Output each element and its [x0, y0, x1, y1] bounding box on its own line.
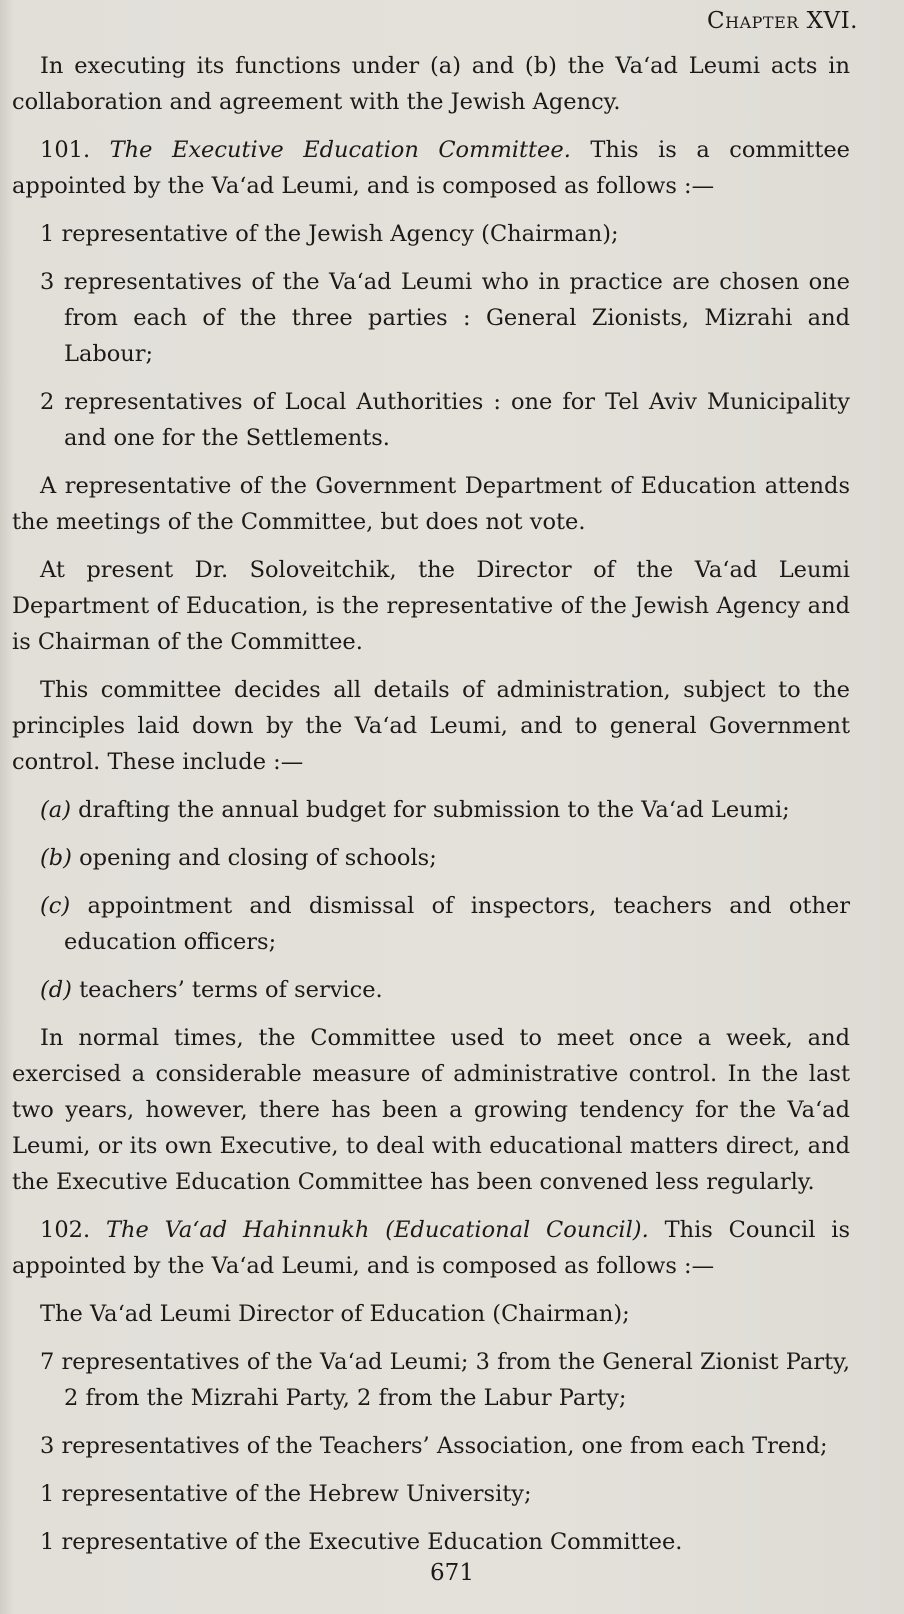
s102-member-4: 1 representative of the Hebrew University; — [40, 1481, 532, 1507]
duty-c — [40, 888, 850, 960]
duty-b — [40, 840, 850, 876]
s101-member-3: 2 representatives of Local Authorities : one for Tel Aviv Municipality and one for the Settlements. — [40, 389, 850, 451]
duty-d-label: (d) — [40, 977, 72, 1003]
page-body — [12, 48, 850, 1572]
page-number: 671 — [430, 1560, 474, 1586]
duty-c-label: (c) — [40, 893, 71, 919]
chapter-header: Chapter XVI. — [707, 8, 858, 34]
s102-member-1: The Va‘ad Leumi Director of Education (Chairman); — [40, 1301, 630, 1327]
duty-d-text: teachers’ terms of service. — [79, 977, 383, 1003]
s101-member-1: 1 representative of the Jewish Agency (Chairman); — [40, 221, 619, 247]
section-101-text: This is a committee appointed by the Va‘ad Leumi, and is composed as follows :— — [12, 137, 850, 199]
section-102-text: This Council is appointed by the Va‘ad Leumi, and is composed as follows :— — [12, 1217, 851, 1279]
section-101-number: 101. — [40, 137, 91, 163]
s102-member-3: 3 representatives of the Teachers’ Association, one from each Trend; — [40, 1433, 828, 1459]
duty-a-label: (a) — [40, 797, 71, 823]
intro-paragraph: In executing its functions under (a) and (b) the Va‘ad Leumi acts in collaboration and agreement with the Jewish Agency. — [12, 53, 850, 115]
section-101-heading-paragraph — [12, 132, 850, 204]
section-102-heading-paragraph — [12, 1212, 850, 1284]
duty-a-text: drafting the annual budget for submission to the Va‘ad Leumi; — [78, 797, 790, 823]
duty-b-text: opening and closing of schools; — [79, 845, 437, 871]
duty-a — [40, 792, 850, 828]
committee-decides-paragraph: This committee decides all details of administration, subject to the principles laid down by the Va‘ad Leumi, and to general Government control. These include :— — [12, 677, 850, 775]
section-101-title: The Executive Education Committee. — [109, 137, 571, 163]
duty-c-text: appointment and dismissal of inspectors, teachers and other education officers; — [64, 893, 851, 955]
s101-member-2: 3 representatives of the Va‘ad Leumi who in practice are chosen one from each of the three parties : General Zionists, Mizrahi and Labour; — [40, 269, 850, 367]
present-chairman-paragraph: At present Dr. Soloveitchik, the Director of the Va‘ad Leumi Department of Education, is the representative of the Jewish Agency and is Chairman of the Committee. — [12, 557, 850, 655]
s102-member-2: 7 representatives of the Va‘ad Leumi; 3 from the General Zionist Party, 2 from the Mizrahi Party, 2 from the Labur Party; — [40, 1349, 850, 1411]
s102-member-5: 1 representative of the Executive Education Committee. — [40, 1529, 683, 1555]
duty-d — [40, 972, 850, 1008]
duty-b-label: (b) — [40, 845, 72, 871]
section-102-title: The Va‘ad Hahinnukh (Educational Council). — [105, 1217, 649, 1243]
government-representative-paragraph: A representative of the Government Department of Education attends the meetings of the Committee, but does not vote. — [12, 473, 850, 535]
section-102-number: 102. — [40, 1217, 91, 1243]
normal-times-paragraph: In normal times, the Committee used to meet once a week, and exercised a considerable measure of administrative control. In the last two years, however, there has been a growing tendency for the Va‘ad Leumi, or its own Executive, to deal with educational matters direct, and the Executive Education Committee has been convened less regularly. — [12, 1025, 850, 1195]
